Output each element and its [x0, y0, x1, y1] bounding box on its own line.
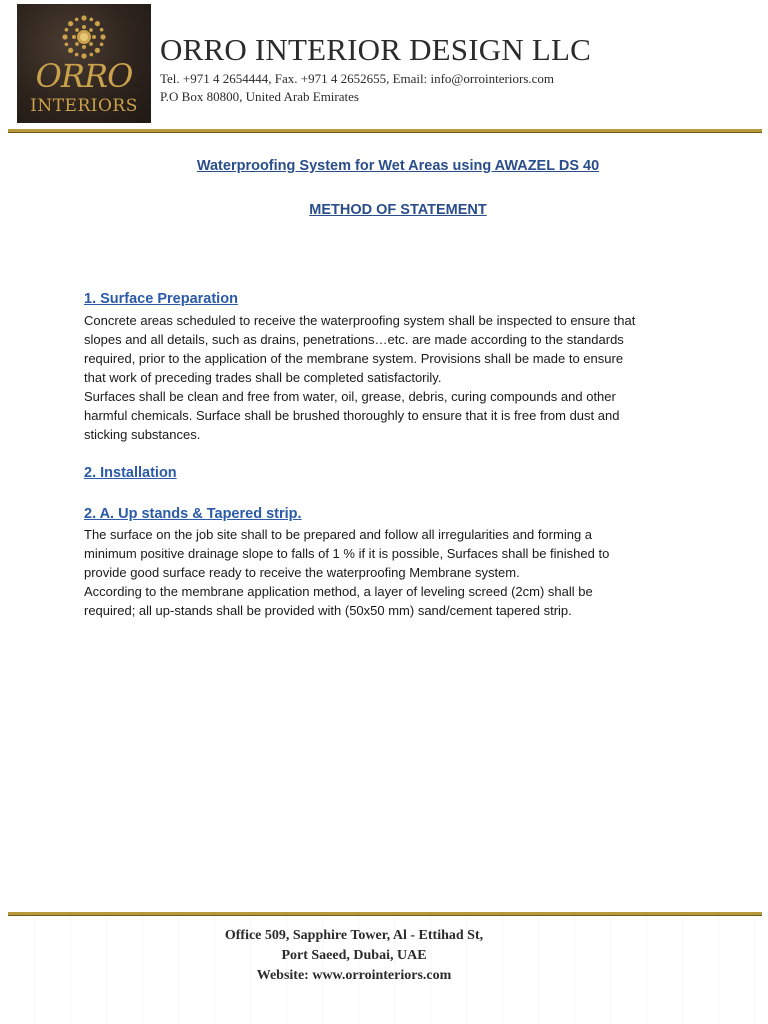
- header-divider: [8, 129, 762, 132]
- section-heading-installation: 2. Installation: [84, 465, 177, 481]
- document-subtitle: METHOD OF STATEMENT: [309, 202, 487, 218]
- paragraph-line: The surface on the job site shall to be prepared and follow all irregularities and forming a: [84, 527, 593, 542]
- logo-main-text: ORRO: [35, 57, 133, 95]
- section-heading-surface-preparation: 1. Surface Preparation: [84, 291, 238, 307]
- paragraph-line: slopes and all details, such as drains, penetrations…etc. are made according to the standards: [84, 332, 624, 347]
- section-body-surface-preparation: [84, 311, 684, 444]
- paragraph-line: required; all up-stands shall be provided with (50x50 mm) sand/cement tapered strip.: [84, 603, 572, 618]
- sun-ornament-icon: [59, 12, 109, 62]
- company-contact: Tel. +971 4 2654444, Fax. +971 4 2652655, Email: info@orrointeriors.com: [160, 71, 555, 86]
- logo-sub-text: INTERIORS: [30, 96, 138, 116]
- footer-city-line: Port Saeed, Dubai, UAE: [281, 948, 427, 963]
- company-logo: [17, 4, 151, 123]
- footer-website: Website: www.orrointeriors.com: [256, 968, 452, 983]
- paragraph-line: sticking substances.: [84, 427, 201, 442]
- section-body-up-stands: [84, 525, 684, 620]
- paragraph-line: Surfaces shall be clean and free from water, oil, grease, debris, curing compounds and other: [84, 389, 616, 404]
- document-title: Waterproofing System for Wet Areas using AWAZEL DS 40: [196, 158, 600, 174]
- section-heading-up-stands: 2. A. Up stands & Tapered strip.: [84, 506, 302, 522]
- company-address: P.O Box 80800, United Arab Emirates: [160, 89, 359, 104]
- paragraph-line: Concrete areas scheduled to receive the waterproofing system shall be inspected to ensure that: [84, 313, 636, 328]
- paragraph-line: that work of preceding trades shall be completed satisfactorily.: [84, 370, 442, 385]
- footer-divider: [8, 912, 762, 915]
- footer-address-line: Office 509, Sapphire Tower, Al - Ettihad St,: [224, 928, 484, 943]
- paragraph-line: required, prior to the application of the membrane system. Provisions shall be made to ensure: [84, 351, 624, 366]
- paragraph-line: minimum positive drainage slope to falls of 1 % if it is possible, Surfaces shall be finished to: [84, 546, 610, 561]
- company-name: ORRO INTERIOR DESIGN LLC: [160, 32, 592, 67]
- paragraph-line: harmful chemicals. Surface shall be brushed thoroughly to ensure that it is free from dust and: [84, 408, 620, 423]
- paragraph-line: According to the membrane application method, a layer of leveling screed (2cm) shall be: [84, 584, 593, 599]
- paragraph-line: provide good surface ready to receive the waterproofing Membrane system.: [84, 565, 520, 580]
